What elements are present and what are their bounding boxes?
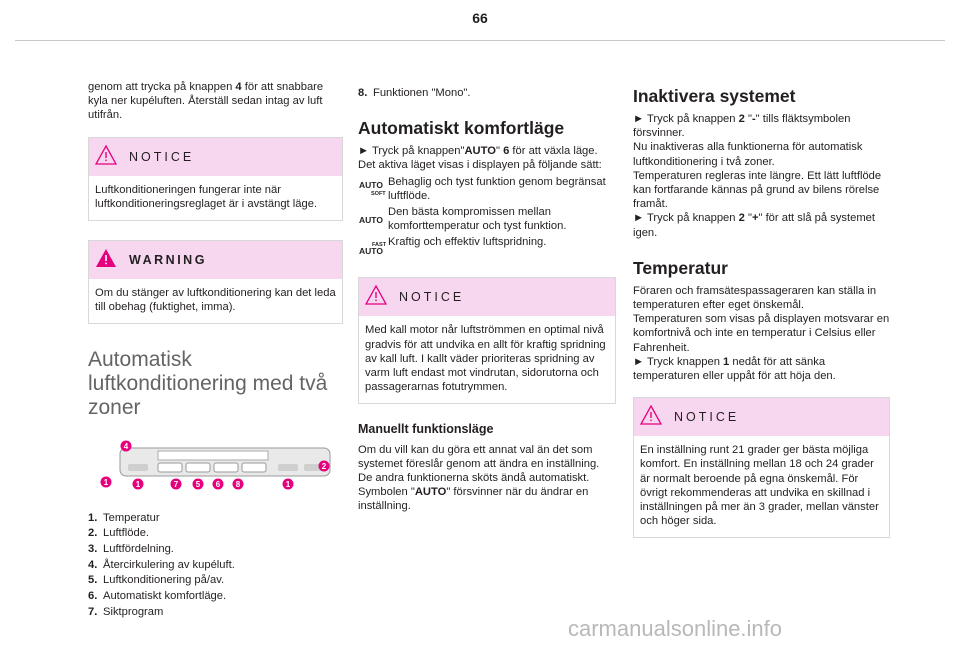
heading-auto-comfort: Automatiskt komfortläge [358, 118, 565, 139]
panel-label: 6 [215, 480, 221, 490]
mode-text: Kraftig och effektiv luftspridning. [388, 236, 547, 249]
notice-header [359, 278, 615, 316]
panel-label: 5 [195, 480, 201, 490]
column-right [633, 80, 890, 538]
mode-text: Den bästa kompromissen mellan komforttemperatur och tyst funktion. [388, 206, 567, 233]
list-item: 8. Funktionen "Mono". [358, 87, 471, 99]
panel-label: 4 [123, 442, 129, 452]
section-title: Automatisk luftkonditionering med två zoner [88, 348, 328, 420]
column-left [88, 80, 343, 621]
notice-box [633, 397, 890, 538]
panel-label: 1 [103, 478, 109, 488]
auto-icon: AUTO [359, 215, 383, 226]
list-item: 7. Siktprogram [88, 605, 164, 618]
notice-box [88, 137, 343, 221]
notice-title: NOTICE [129, 149, 195, 164]
notice-header [89, 138, 342, 176]
paragraph: Föraren och framsätespassageraren kan ställa in temperaturen efter eget önskemål. [633, 284, 877, 312]
climate-panel-illustration [98, 440, 338, 492]
paragraph: ► Tryck på knappen 2 "-" tills fläktsymbolen försvinner. [633, 113, 851, 140]
list-item: 6. Automatiskt komfortläge. [88, 590, 227, 603]
heading-manual: Manuellt funktionsläge [358, 422, 494, 437]
notice-title: NOTICE [399, 290, 465, 305]
list-item: 3. Luftfördelning. [88, 543, 174, 556]
list-item: 4. Återcirkulering av kupéluft. [88, 558, 235, 571]
mode-row [358, 205, 616, 233]
warning-filled-icon [95, 248, 117, 268]
heading-temperature: Temperatur [633, 257, 728, 278]
warning-text: Om du stänger av luftkonditionering kan det leda till obehag (fuktighet, imma). [95, 287, 336, 314]
panel-label: 7 [173, 480, 179, 490]
top-divider [15, 40, 945, 41]
list-item: 2. Luftflöde. [88, 527, 150, 540]
notice-text: Med kall motor når luftströmmen en optimal nivå gradvis för att undvika en allt för kraftig spridning av kall luft. I kallt väder prioriteras spridning av varm luft endast mot vindrutan, sidorutorna och passagerarnas fotutrymmen. [365, 324, 606, 394]
list-item: 1. Temperatur [88, 511, 160, 524]
mode-row [358, 175, 616, 203]
mode-text: Behaglig och tyst funktion genom begränsat luftflöde. [388, 175, 606, 202]
warning-triangle-icon [640, 405, 662, 425]
notice-title: NOTICE [674, 410, 740, 425]
manual-text: Om du vill kan du göra ett annat val än det som systemet föreslår genom att ändra en inställning. De andra funktionerna sköts ändå automatiskt. Symbolen "AUTO" försvinner när du ändrar en inställning. [358, 443, 600, 513]
warning-triangle-icon [365, 285, 387, 305]
panel-label: 1 [135, 480, 141, 490]
list-item: 5. Luftkonditionering på/av. [88, 574, 225, 587]
warning-box [88, 240, 343, 324]
paragraph: Temperaturen regleras inte längre. Ett lätt luftflöde kan fortfarande kännas på grund av bilens rörelse framåt. [633, 169, 882, 211]
warning-header [89, 241, 342, 279]
auto-fast-icon: FAST AUTO [359, 242, 387, 257]
heading-deactivate: Inaktivera systemet [633, 86, 796, 106]
mode-row [358, 235, 616, 263]
panel-label: 1 [285, 480, 291, 490]
warning-title: WARNING [129, 253, 207, 268]
column-middle [358, 86, 616, 514]
watermark: carmanualsonline.info [568, 616, 783, 641]
paragraph: Temperaturen som visas på displayen motsvarar en komfortnivå och inte en temperatur i Celsius eller Fahrenheit. [633, 313, 890, 354]
panel-label: 8 [235, 480, 241, 490]
auto-intro: ► Tryck på knappen"AUTO" 6 för att växla läge. Det aktiva läget visas i displayen på följande sätt: [358, 145, 602, 172]
intro-paragraph: genom att trycka på knappen 4 för att snabbare kyla ner kupéluften. Återställ sedan intag av luft utifrån. [88, 81, 324, 122]
paragraph: ► Tryck knappen 1 nedåt för att sänka temperaturen eller uppåt för att höja den. [633, 355, 836, 383]
notice-header [634, 398, 889, 436]
page-number: 66 [472, 10, 488, 26]
notice-text: En inställning runt 21 grader ger bästa möjliga komfort. En inställning mellan 18 och 24 grader är normalt beroende på egna önskemål. För övrigt rekommenderas att undvika en skillnad i inställningen på mer än 3 grader, mellan vänster och höger sida. [640, 444, 879, 528]
paragraph: ► Tryck på knappen 2 "+" för att slå på systemet igen. [633, 212, 875, 239]
panel-label: 2 [321, 462, 327, 472]
warning-triangle-icon [95, 145, 117, 165]
auto-soft-icon: AUTO SOFT [359, 179, 386, 197]
notice-text: Luftkonditioneringen fungerar inte när luftkonditioneringsreglaget är i avstängt läge. [95, 183, 318, 210]
notice-box [358, 277, 616, 404]
paragraph: Nu inaktiveras alla funktionerna för automatisk luftkonditionering i två zoner. [633, 141, 863, 168]
feature-list [88, 511, 343, 621]
